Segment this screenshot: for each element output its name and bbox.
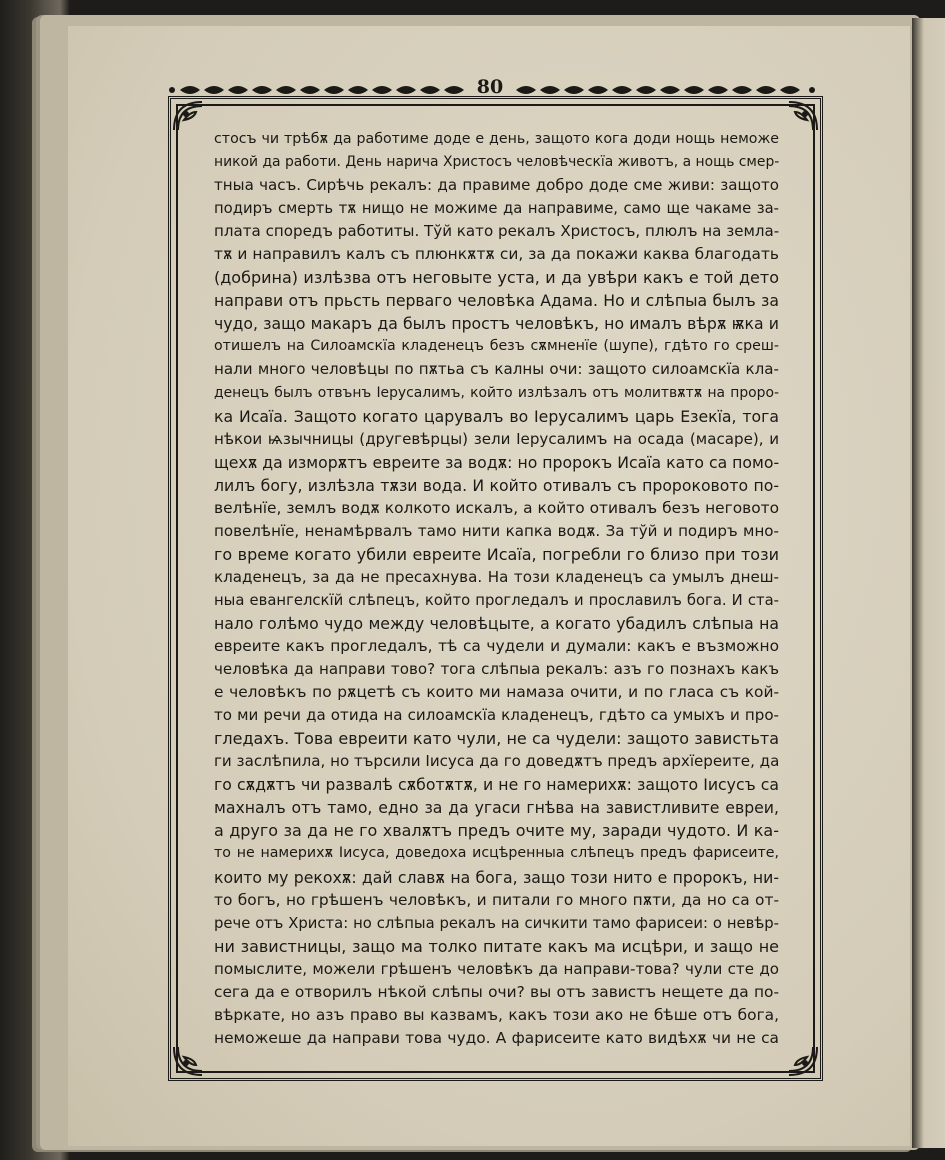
text-line: гледахъ. Това евреити като чули, не са чудели: защото завистьта — [214, 729, 779, 749]
page-text-body — [214, 128, 779, 1050]
text-line: щехѫ да изморѫтъ евреите за водѫ: но пророкъ Исаїа като са помо- — [214, 452, 779, 472]
text-line: лилъ богу, излѣзла тѫзи вода. И който отивалъ съ пророковото по- — [214, 475, 779, 495]
text-line: отишелъ на Силоамскїа кладенецъ безъ сѫмненїе (шупе), гдѣто го среш- — [214, 338, 779, 355]
text-line: нало голѣмо чудо между человѣцыте, а когато убадилъ слѣпыа на — [214, 613, 779, 633]
text-line: махналъ отъ тамо, едно за да угаси гнѣва на завистливите евреи, — [214, 798, 779, 818]
text-line: денецъ былъ отвънъ Iерусалимъ, който излѣзалъ отъ молитвѫтѫ на проро- — [214, 384, 779, 401]
text-line: направи отъ прьсть первагo человѣка Адама. Но и слѣпыа былъ за — [214, 291, 779, 311]
text-line: повелѣнїе, ненамѣрвалъ тамо нити капка водѫ. За тўй и подиръ мно- — [214, 521, 779, 540]
text-line: то не намерихѫ Iисуса, доведоха исцѣренныа слѣпецъ предъ фарисеите, — [214, 845, 779, 862]
text-line: вѣркате, но азъ право вы казвамъ, какъ този ако не бѣше отъ бога, — [214, 1005, 779, 1024]
text-line: които му рекохѫ: дай славѫ на бога, защо този нито е пророкъ, ни- — [214, 867, 779, 887]
text-line: (добрина) излѣзва отъ неговыте уста, и да увѣри какъ е той дето — [214, 268, 779, 288]
corner-ornament-top-left — [172, 100, 206, 134]
text-line: неможеше да направи това чудо. А фарисеите като видѣхѫ чи не са — [214, 1028, 779, 1047]
text-line: ни завистницы, защо ма толко питате какъ ма исцѣри, и защо не — [214, 936, 779, 956]
text-line: сега да е отворилъ нѣкой слѣпы очи? вы отъ завистъ нещете да по- — [214, 982, 779, 1001]
corner-ornament-bottom-right — [785, 1043, 819, 1077]
text-line: тѫ и направилъ калъ съ плюнкѫтѫ си, за да покажи каква благодать — [214, 245, 779, 264]
text-line: никой да работи. День нарича Христосъ человѣческїа животъ, а нощь смер- — [214, 154, 779, 171]
facing-page-edge — [912, 18, 945, 1148]
text-line: плата споредъ работиты. Тўй като рекалъ Христосъ, плюлъ на земла- — [214, 222, 779, 241]
text-line: стосъ чи трѣбѫ да работиме доде е день, защото кога доди нощь неможе — [214, 131, 779, 147]
text-line: ныа евангелскїй слѣпецъ, който прогледалъ и прославилъ бога. И ста- — [214, 591, 779, 609]
text-line: велѣнїе, землъ водѫ колкото искалъ, а който отивалъ безъ неговото — [214, 498, 779, 517]
corner-ornament-top-right — [785, 100, 819, 134]
text-line: е человѣкъ по рѫцетѣ съ които ми намаза очити, и по гласа съ кой- — [214, 683, 779, 702]
text-line: нѣкои ѩзычницы (другевѣрцы) зели Iерусалимъ на осада (масаре), и — [214, 429, 779, 448]
text-line: кладенецъ, за да не пресахнува. На този кладенецъ са умылъ днеш- — [214, 567, 779, 586]
text-line: рече отъ Христа: но слѣпыа рекалъ на сичкити тамо фарисеи: о невѣр- — [214, 914, 779, 932]
text-line: то богъ, но грѣшенъ человѣкъ, и питали го много пѫти, да но са от- — [214, 890, 779, 909]
text-line: подиръ смерть тѫ нищо не можиме да направиме, само ще чакаме за- — [214, 200, 779, 218]
text-line: то ми речи да отида на силоамскїа кладенецъ, гдѣто са умыхъ и про- — [214, 706, 779, 725]
text-line: ги заслѣпила, но търсили Iисуса да го доведѫтъ предъ архїереите, да — [214, 752, 779, 771]
text-line: евреите какъ прогледалъ, тѣ са чудели и думали: какъ е възможно — [214, 637, 779, 656]
text-line: го сѫдѫтъ чи развалѣ сѫботѫтѫ, и не го намерихѫ: защото Iисусъ са — [214, 775, 779, 795]
text-line: тныа часъ. Сирѣчь рекалъ: да правиме добро доде сме живи: защото — [214, 176, 779, 195]
text-line: го време когато убили евреите Исаїа, погребли го близо при този — [214, 544, 779, 564]
corner-ornament-bottom-left — [172, 1043, 206, 1077]
text-line: а друго за да не го хвалѫтъ предъ очите му, заради чудото. И ка- — [214, 821, 779, 841]
text-line: человѣка да направи тово? тога слѣпыа рекалъ: азъ го познахъ какъ — [214, 660, 779, 679]
text-line: ка Исаїа. Защото когато царувалъ во Iерусалимъ царь Езекїа, тога — [214, 406, 779, 426]
text-line: помыслите, можели грѣшенъ человѣкъ да направи-това? чули сте до — [214, 959, 779, 978]
text-line: чудо, защо макаръ да былъ простъ человѣкъ, но ималъ вѣрѫ ѭка и — [214, 314, 779, 334]
page-number: 80 — [476, 76, 504, 98]
text-line: нали много человѣцы по пѫтьа съ калны очи: защото силоамскїа кла- — [214, 360, 779, 379]
